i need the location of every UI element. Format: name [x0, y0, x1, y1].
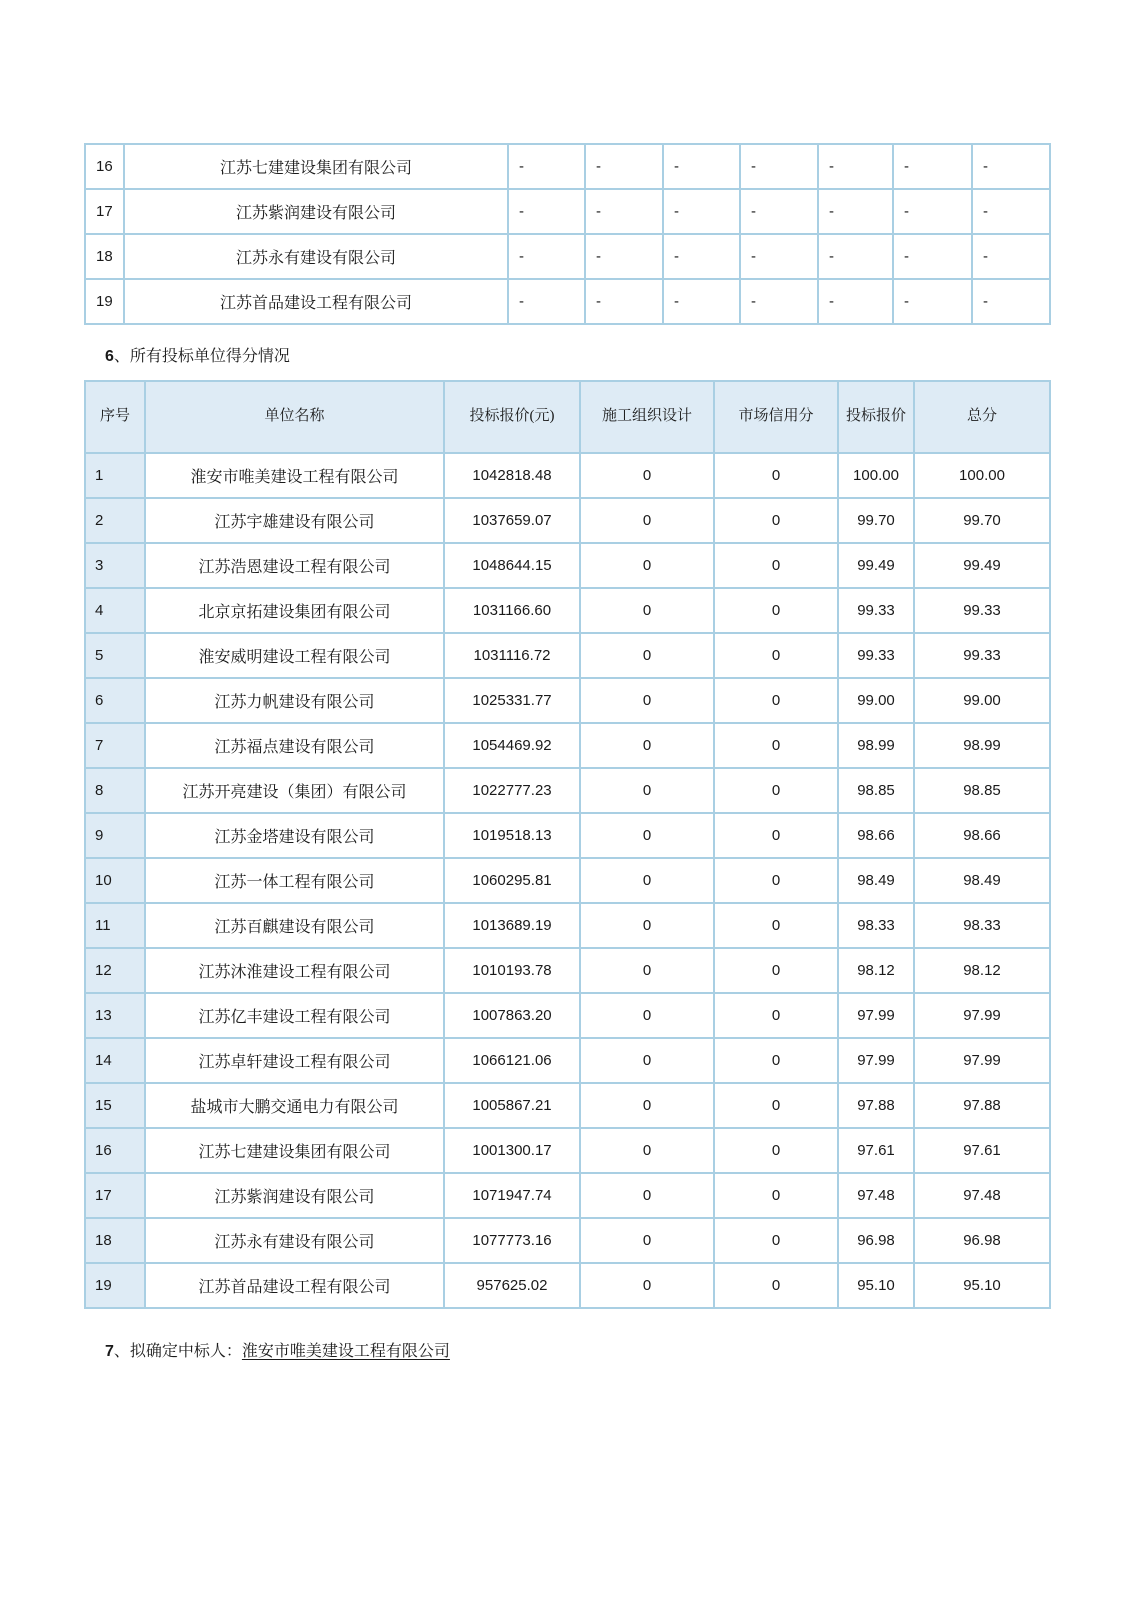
- row-number-cell: 6: [85, 678, 145, 723]
- company-name-cell: 江苏七建建设集团有限公司: [124, 144, 508, 189]
- table-row: [85, 1173, 1050, 1218]
- table-row: [85, 858, 1050, 903]
- total-score-cell: 99.00: [914, 678, 1050, 723]
- section-6-title: 、所有投标单位得分情况: [113, 348, 290, 365]
- row-number-cell: 10: [85, 858, 145, 903]
- bid-price-cell: 1031116.72: [444, 633, 580, 678]
- price-score-cell: 98.66: [838, 813, 914, 858]
- bid-price-cell: 1019518.13: [444, 813, 580, 858]
- bid-price-cell: 1001300.17: [444, 1128, 580, 1173]
- design-score-cell: 0: [580, 453, 714, 498]
- table-row: [85, 948, 1050, 993]
- total-score-cell: 99.33: [914, 633, 1050, 678]
- design-score-cell: 0: [580, 588, 714, 633]
- credit-score-cell: 0: [714, 768, 838, 813]
- credit-score-cell: 0: [714, 903, 838, 948]
- credit-score-cell: 0: [714, 1218, 838, 1263]
- value-cell: -: [508, 279, 585, 324]
- value-cell: -: [818, 189, 893, 234]
- price-score-cell: 100.00: [838, 453, 914, 498]
- value-cell: -: [740, 234, 818, 279]
- table-row: [85, 993, 1050, 1038]
- value-cell: -: [508, 189, 585, 234]
- bid-price-cell: 957625.02: [444, 1263, 580, 1308]
- company-name-cell: 江苏百麒建设有限公司: [145, 903, 444, 948]
- value-cell: -: [818, 234, 893, 279]
- value-cell: -: [972, 144, 1050, 189]
- price-score-cell: 98.99: [838, 723, 914, 768]
- table-row: [85, 588, 1050, 633]
- col-header-credit-score: 市场信用分: [714, 381, 838, 453]
- credit-score-cell: 0: [714, 543, 838, 588]
- value-cell: -: [585, 189, 663, 234]
- col-header-index: 序号: [85, 381, 145, 453]
- row-number-cell: 12: [85, 948, 145, 993]
- company-name-cell: 江苏紫润建设有限公司: [145, 1173, 444, 1218]
- company-name-cell: 江苏卓轩建设工程有限公司: [145, 1038, 444, 1083]
- value-cell: -: [740, 189, 818, 234]
- table-row: [85, 1083, 1050, 1128]
- value-cell: -: [740, 144, 818, 189]
- design-score-cell: 0: [580, 768, 714, 813]
- row-number-cell: 18: [85, 1218, 145, 1263]
- company-name-cell: 江苏永有建设有限公司: [124, 234, 508, 279]
- design-score-cell: 0: [580, 543, 714, 588]
- row-number-cell: 8: [85, 768, 145, 813]
- row-number-cell: 5: [85, 633, 145, 678]
- credit-score-cell: 0: [714, 813, 838, 858]
- row-number-cell: 18: [85, 234, 124, 279]
- design-score-cell: 0: [580, 1263, 714, 1308]
- bid-price-cell: 1071947.74: [444, 1173, 580, 1218]
- value-cell: -: [663, 234, 740, 279]
- table-row: [85, 1128, 1050, 1173]
- row-number-cell: 15: [85, 1083, 145, 1128]
- section-7-number: 7: [105, 1343, 114, 1360]
- price-score-cell: 97.88: [838, 1083, 914, 1128]
- continuation-table: [84, 143, 1051, 325]
- row-number-cell: 11: [85, 903, 145, 948]
- bid-price-cell: 1077773.16: [444, 1218, 580, 1263]
- price-score-cell: 98.33: [838, 903, 914, 948]
- section-6-number: 6: [105, 348, 114, 365]
- design-score-cell: 0: [580, 903, 714, 948]
- value-cell: -: [585, 279, 663, 324]
- price-score-cell: 95.10: [838, 1263, 914, 1308]
- total-score-cell: 96.98: [914, 1218, 1050, 1263]
- total-score-cell: 97.99: [914, 1038, 1050, 1083]
- row-number-cell: 4: [85, 588, 145, 633]
- total-score-cell: 100.00: [914, 453, 1050, 498]
- value-cell: -: [818, 144, 893, 189]
- total-score-cell: 97.48: [914, 1173, 1050, 1218]
- table-row: [85, 234, 1050, 279]
- table-row: [85, 543, 1050, 588]
- row-number-cell: 3: [85, 543, 145, 588]
- design-score-cell: 0: [580, 1173, 714, 1218]
- table-row: [85, 903, 1050, 948]
- value-cell: -: [663, 189, 740, 234]
- bid-price-cell: 1037659.07: [444, 498, 580, 543]
- row-number-cell: 17: [85, 189, 124, 234]
- bid-price-cell: 1005867.21: [444, 1083, 580, 1128]
- value-cell: -: [585, 234, 663, 279]
- total-score-cell: 97.99: [914, 993, 1050, 1038]
- company-name-cell: 江苏七建建设集团有限公司: [145, 1128, 444, 1173]
- price-score-cell: 97.48: [838, 1173, 914, 1218]
- total-score-cell: 99.49: [914, 543, 1050, 588]
- price-score-cell: 96.98: [838, 1218, 914, 1263]
- table-row: [85, 189, 1050, 234]
- winner-name: 淮安市唯美建设工程有限公司: [241, 1343, 450, 1360]
- credit-score-cell: 0: [714, 993, 838, 1038]
- design-score-cell: 0: [580, 678, 714, 723]
- value-cell: -: [893, 279, 972, 324]
- bid-price-cell: 1010193.78: [444, 948, 580, 993]
- credit-score-cell: 0: [714, 588, 838, 633]
- section-7-label: 、拟确定中标人：: [113, 1343, 242, 1360]
- credit-score-cell: 0: [714, 453, 838, 498]
- design-score-cell: 0: [580, 858, 714, 903]
- row-number-cell: 16: [85, 144, 124, 189]
- value-cell: -: [972, 234, 1050, 279]
- credit-score-cell: 0: [714, 858, 838, 903]
- bid-price-cell: 1054469.92: [444, 723, 580, 768]
- value-cell: -: [818, 279, 893, 324]
- price-score-cell: 99.33: [838, 588, 914, 633]
- col-header-bid-price: 投标报价(元): [444, 381, 580, 453]
- credit-score-cell: 0: [714, 498, 838, 543]
- company-name-cell: 江苏亿丰建设工程有限公司: [145, 993, 444, 1038]
- total-score-cell: 95.10: [914, 1263, 1050, 1308]
- credit-score-cell: 0: [714, 948, 838, 993]
- credit-score-cell: 0: [714, 678, 838, 723]
- company-name-cell: 江苏浩恩建设工程有限公司: [145, 543, 444, 588]
- price-score-cell: 99.70: [838, 498, 914, 543]
- table-row: [85, 453, 1050, 498]
- value-cell: -: [508, 234, 585, 279]
- company-name-cell: 江苏福点建设有限公司: [145, 723, 444, 768]
- table-row: [85, 768, 1050, 813]
- row-number-cell: 17: [85, 1173, 145, 1218]
- total-score-cell: 98.99: [914, 723, 1050, 768]
- credit-score-cell: 0: [714, 633, 838, 678]
- design-score-cell: 0: [580, 723, 714, 768]
- section-6-heading: [84, 347, 1131, 367]
- company-name-cell: 江苏首品建设工程有限公司: [145, 1263, 444, 1308]
- price-score-cell: 98.12: [838, 948, 914, 993]
- total-score-cell: 98.49: [914, 858, 1050, 903]
- price-score-cell: 99.00: [838, 678, 914, 723]
- row-number-cell: 14: [85, 1038, 145, 1083]
- bid-price-cell: 1066121.06: [444, 1038, 580, 1083]
- total-score-cell: 98.33: [914, 903, 1050, 948]
- table-row: [85, 1263, 1050, 1308]
- value-cell: -: [972, 279, 1050, 324]
- value-cell: -: [893, 189, 972, 234]
- row-number-cell: 2: [85, 498, 145, 543]
- value-cell: -: [663, 144, 740, 189]
- value-cell: -: [508, 144, 585, 189]
- row-number-cell: 16: [85, 1128, 145, 1173]
- price-score-cell: 97.99: [838, 993, 914, 1038]
- value-cell: -: [740, 279, 818, 324]
- score-table: [84, 380, 1051, 1309]
- design-score-cell: 0: [580, 633, 714, 678]
- row-number-cell: 1: [85, 453, 145, 498]
- company-name-cell: 北京京拓建设集团有限公司: [145, 588, 444, 633]
- company-name-cell: 江苏金塔建设有限公司: [145, 813, 444, 858]
- row-number-cell: 7: [85, 723, 145, 768]
- row-number-cell: 9: [85, 813, 145, 858]
- total-score-cell: 98.66: [914, 813, 1050, 858]
- bid-price-cell: 1007863.20: [444, 993, 580, 1038]
- bid-price-cell: 1022777.23: [444, 768, 580, 813]
- price-score-cell: 98.49: [838, 858, 914, 903]
- value-cell: -: [972, 189, 1050, 234]
- company-name-cell: 江苏紫润建设有限公司: [124, 189, 508, 234]
- table-row: [85, 279, 1050, 324]
- table-row: [85, 498, 1050, 543]
- design-score-cell: 0: [580, 813, 714, 858]
- bid-price-cell: 1060295.81: [444, 858, 580, 903]
- total-score-cell: 97.61: [914, 1128, 1050, 1173]
- company-name-cell: 江苏宇雄建设有限公司: [145, 498, 444, 543]
- col-header-company: 单位名称: [145, 381, 444, 453]
- section-7-heading: [84, 1342, 1131, 1362]
- design-score-cell: 0: [580, 1218, 714, 1263]
- table-row: [85, 1038, 1050, 1083]
- credit-score-cell: 0: [714, 1083, 838, 1128]
- col-header-total-score: 总分: [914, 381, 1050, 453]
- company-name-cell: 盐城市大鹏交通电力有限公司: [145, 1083, 444, 1128]
- company-name-cell: 江苏沐淮建设工程有限公司: [145, 948, 444, 993]
- total-score-cell: 98.12: [914, 948, 1050, 993]
- price-score-cell: 99.33: [838, 633, 914, 678]
- company-name-cell: 江苏一体工程有限公司: [145, 858, 444, 903]
- col-header-price-score: 投标报价: [838, 381, 914, 453]
- company-name-cell: 淮安市唯美建设工程有限公司: [145, 453, 444, 498]
- table-row: [85, 678, 1050, 723]
- price-score-cell: 98.85: [838, 768, 914, 813]
- company-name-cell: 江苏力帆建设有限公司: [145, 678, 444, 723]
- company-name-cell: 淮安威明建设工程有限公司: [145, 633, 444, 678]
- table-row: [85, 144, 1050, 189]
- bid-price-cell: 1025331.77: [444, 678, 580, 723]
- total-score-cell: 99.70: [914, 498, 1050, 543]
- header-row: [85, 381, 1050, 453]
- row-number-cell: 19: [85, 1263, 145, 1308]
- value-cell: -: [585, 144, 663, 189]
- table-row: [85, 633, 1050, 678]
- value-cell: -: [893, 144, 972, 189]
- design-score-cell: 0: [580, 1038, 714, 1083]
- design-score-cell: 0: [580, 1128, 714, 1173]
- design-score-cell: 0: [580, 948, 714, 993]
- bid-price-cell: 1013689.19: [444, 903, 580, 948]
- table-row: [85, 723, 1050, 768]
- price-score-cell: 97.61: [838, 1128, 914, 1173]
- row-number-cell: 19: [85, 279, 124, 324]
- total-score-cell: 99.33: [914, 588, 1050, 633]
- credit-score-cell: 0: [714, 1263, 838, 1308]
- company-name-cell: 江苏开亮建设（集团）有限公司: [145, 768, 444, 813]
- table-row: [85, 813, 1050, 858]
- bid-price-cell: 1048644.15: [444, 543, 580, 588]
- credit-score-cell: 0: [714, 1173, 838, 1218]
- design-score-cell: 0: [580, 1083, 714, 1128]
- table-row: [85, 1218, 1050, 1263]
- price-score-cell: 97.99: [838, 1038, 914, 1083]
- design-score-cell: 0: [580, 993, 714, 1038]
- credit-score-cell: 0: [714, 1128, 838, 1173]
- bid-price-cell: 1042818.48: [444, 453, 580, 498]
- design-score-cell: 0: [580, 498, 714, 543]
- price-score-cell: 99.49: [838, 543, 914, 588]
- bid-price-cell: 1031166.60: [444, 588, 580, 633]
- total-score-cell: 97.88: [914, 1083, 1050, 1128]
- value-cell: -: [893, 234, 972, 279]
- company-name-cell: 江苏永有建设有限公司: [145, 1218, 444, 1263]
- value-cell: -: [663, 279, 740, 324]
- credit-score-cell: 0: [714, 723, 838, 768]
- row-number-cell: 13: [85, 993, 145, 1038]
- company-name-cell: 江苏首品建设工程有限公司: [124, 279, 508, 324]
- total-score-cell: 98.85: [914, 768, 1050, 813]
- credit-score-cell: 0: [714, 1038, 838, 1083]
- col-header-design-score: 施工组织设计: [580, 381, 714, 453]
